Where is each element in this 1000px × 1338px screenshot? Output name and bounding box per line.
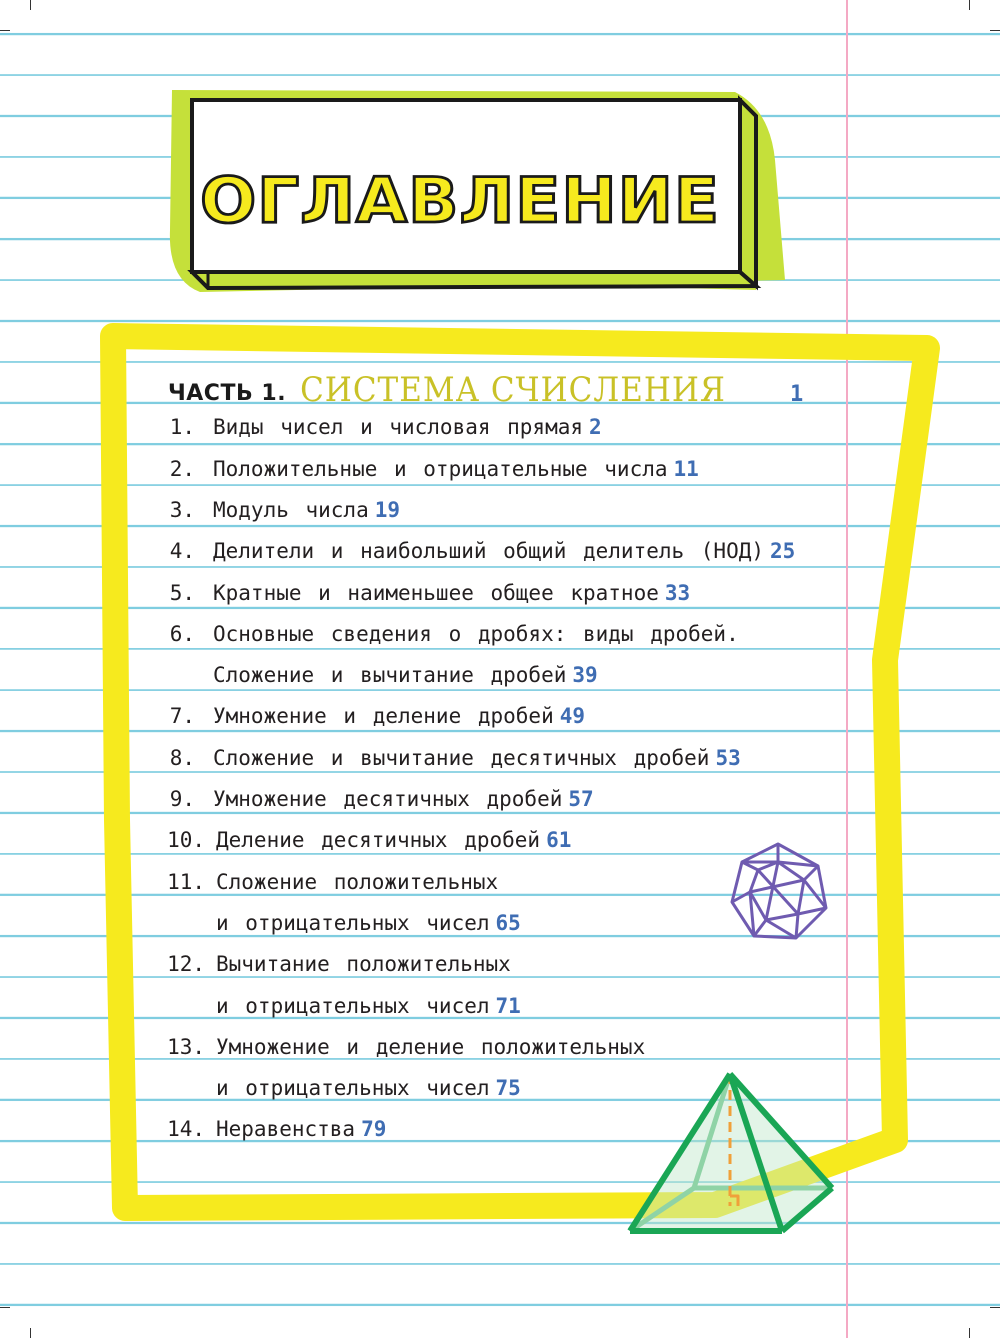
toc-entry-title (216, 870, 498, 894)
toc-page-number[interactable]: 2 (589, 415, 602, 440)
toc-entry-text: Делители и наибольший общий делитель (НОД) (213, 539, 765, 564)
toc-entry-text: Виды чисел и числовая прямая (213, 415, 584, 440)
toc-entry-text: Основные сведения о дробях: виды дробей. (213, 621, 739, 646)
toc-entry-title (213, 704, 585, 728)
toc-entry-title (216, 952, 511, 976)
pyramid-icon (622, 1066, 842, 1246)
toc-page-number[interactable]: 33 (664, 580, 691, 605)
toc-entry-number: 10. (167, 828, 205, 853)
toc-entry-number: 11. (167, 869, 205, 894)
crop-mark (30, 1328, 31, 1338)
toc-entry-title (216, 828, 571, 852)
toc-page-number[interactable]: 49 (559, 704, 586, 729)
part-label: ЧАСТЬ 1. (168, 381, 287, 406)
toc-entry-text: Сложение положительных (216, 869, 499, 894)
toc-entry-title (213, 581, 690, 605)
toc-entry-number: 4. (169, 539, 195, 564)
toc-entry-title (216, 911, 521, 935)
toc-entry-text: Модуль числа (213, 497, 369, 522)
toc-entry-title (216, 1117, 386, 1141)
toc-entry-number: 12. (167, 952, 205, 977)
toc-entry-text: Сложение и вычитание дробей (213, 663, 567, 688)
toc-page-number[interactable]: 79 (361, 1117, 387, 1142)
toc-entry-number: 2. (169, 456, 195, 481)
toc-entry-number: 1. (169, 415, 195, 440)
toc-entry-number: 13. (167, 1034, 205, 1059)
toc-entry-title (216, 994, 521, 1018)
toc-entry-title (213, 663, 598, 687)
toc-entry-number: 8. (169, 745, 195, 770)
toc-entry-number: 6. (169, 621, 195, 646)
toc-entry-text: Кратные и наименьшее общее кратное (213, 580, 659, 605)
toc-entry-title (213, 457, 699, 481)
crop-mark (969, 1328, 970, 1338)
crop-mark (30, 0, 31, 10)
toc-page-number[interactable]: 25 (770, 539, 796, 564)
page-title: ОГЛАВЛЕНИЕ (200, 163, 720, 238)
icosahedron-icon (726, 840, 830, 944)
crop-mark (990, 1307, 1000, 1308)
part-heading[interactable] (168, 372, 726, 416)
toc-entry-number: 5. (169, 580, 195, 605)
toc-entry-text: Умножение и деление дробей (213, 704, 554, 729)
crop-mark (0, 30, 10, 31)
toc-entry-title (213, 746, 741, 770)
toc-page-number[interactable]: 53 (715, 745, 741, 770)
toc-entry-number: 9. (169, 787, 195, 811)
toc-entry-text: и отрицательных чисел (216, 993, 490, 1018)
toc-page-number[interactable]: 75 (495, 1076, 521, 1101)
toc-entry-title (216, 1035, 645, 1059)
toc-entry-text: Вычитание положительных (216, 952, 511, 977)
toc-entry-title (213, 539, 795, 563)
crop-mark (0, 1307, 10, 1308)
toc-page-number[interactable]: 65 (495, 910, 521, 935)
toc-page-number[interactable]: 39 (572, 663, 598, 688)
toc-entry-title (213, 622, 739, 646)
toc-entry-text: Умножение и деление положительных (216, 1034, 646, 1059)
toc-entry-text: и отрицательных чисел (216, 1076, 490, 1101)
crop-mark (969, 0, 970, 10)
toc-entry-number: 3. (169, 497, 195, 522)
part-page-number[interactable]: 1 (790, 382, 804, 407)
toc-entry-number: 7. (169, 704, 195, 729)
toc-entry-text: Сложение и вычитание десятичных дробей (213, 745, 710, 770)
toc-entry-number: 14. (167, 1117, 205, 1142)
toc-entry-text: и отрицательных чисел (216, 910, 490, 935)
toc-page-number[interactable]: 61 (546, 828, 572, 853)
toc-entry-text: Положительные и отрицательные числа (213, 456, 668, 481)
toc-page-number[interactable]: 57 (568, 787, 594, 811)
part-title: СИСТЕМА СЧИСЛЕНИЯ (300, 370, 726, 410)
toc-entry-text: Неравенства (216, 1117, 356, 1142)
toc-page-number[interactable]: 19 (374, 497, 401, 522)
toc-entry-text: Умножение десятичных дробей (213, 787, 563, 811)
toc-page-number[interactable]: 11 (673, 456, 699, 481)
toc-entry-title (216, 1076, 521, 1100)
toc-page-number[interactable]: 71 (495, 993, 521, 1018)
toc-entry-text: Деление десятичных дробей (216, 828, 541, 853)
crop-mark (990, 30, 1000, 31)
toc-entry-title (213, 498, 400, 522)
toc-entry-title (213, 415, 602, 439)
title-banner (160, 80, 800, 310)
toc-entry-title (213, 787, 594, 811)
